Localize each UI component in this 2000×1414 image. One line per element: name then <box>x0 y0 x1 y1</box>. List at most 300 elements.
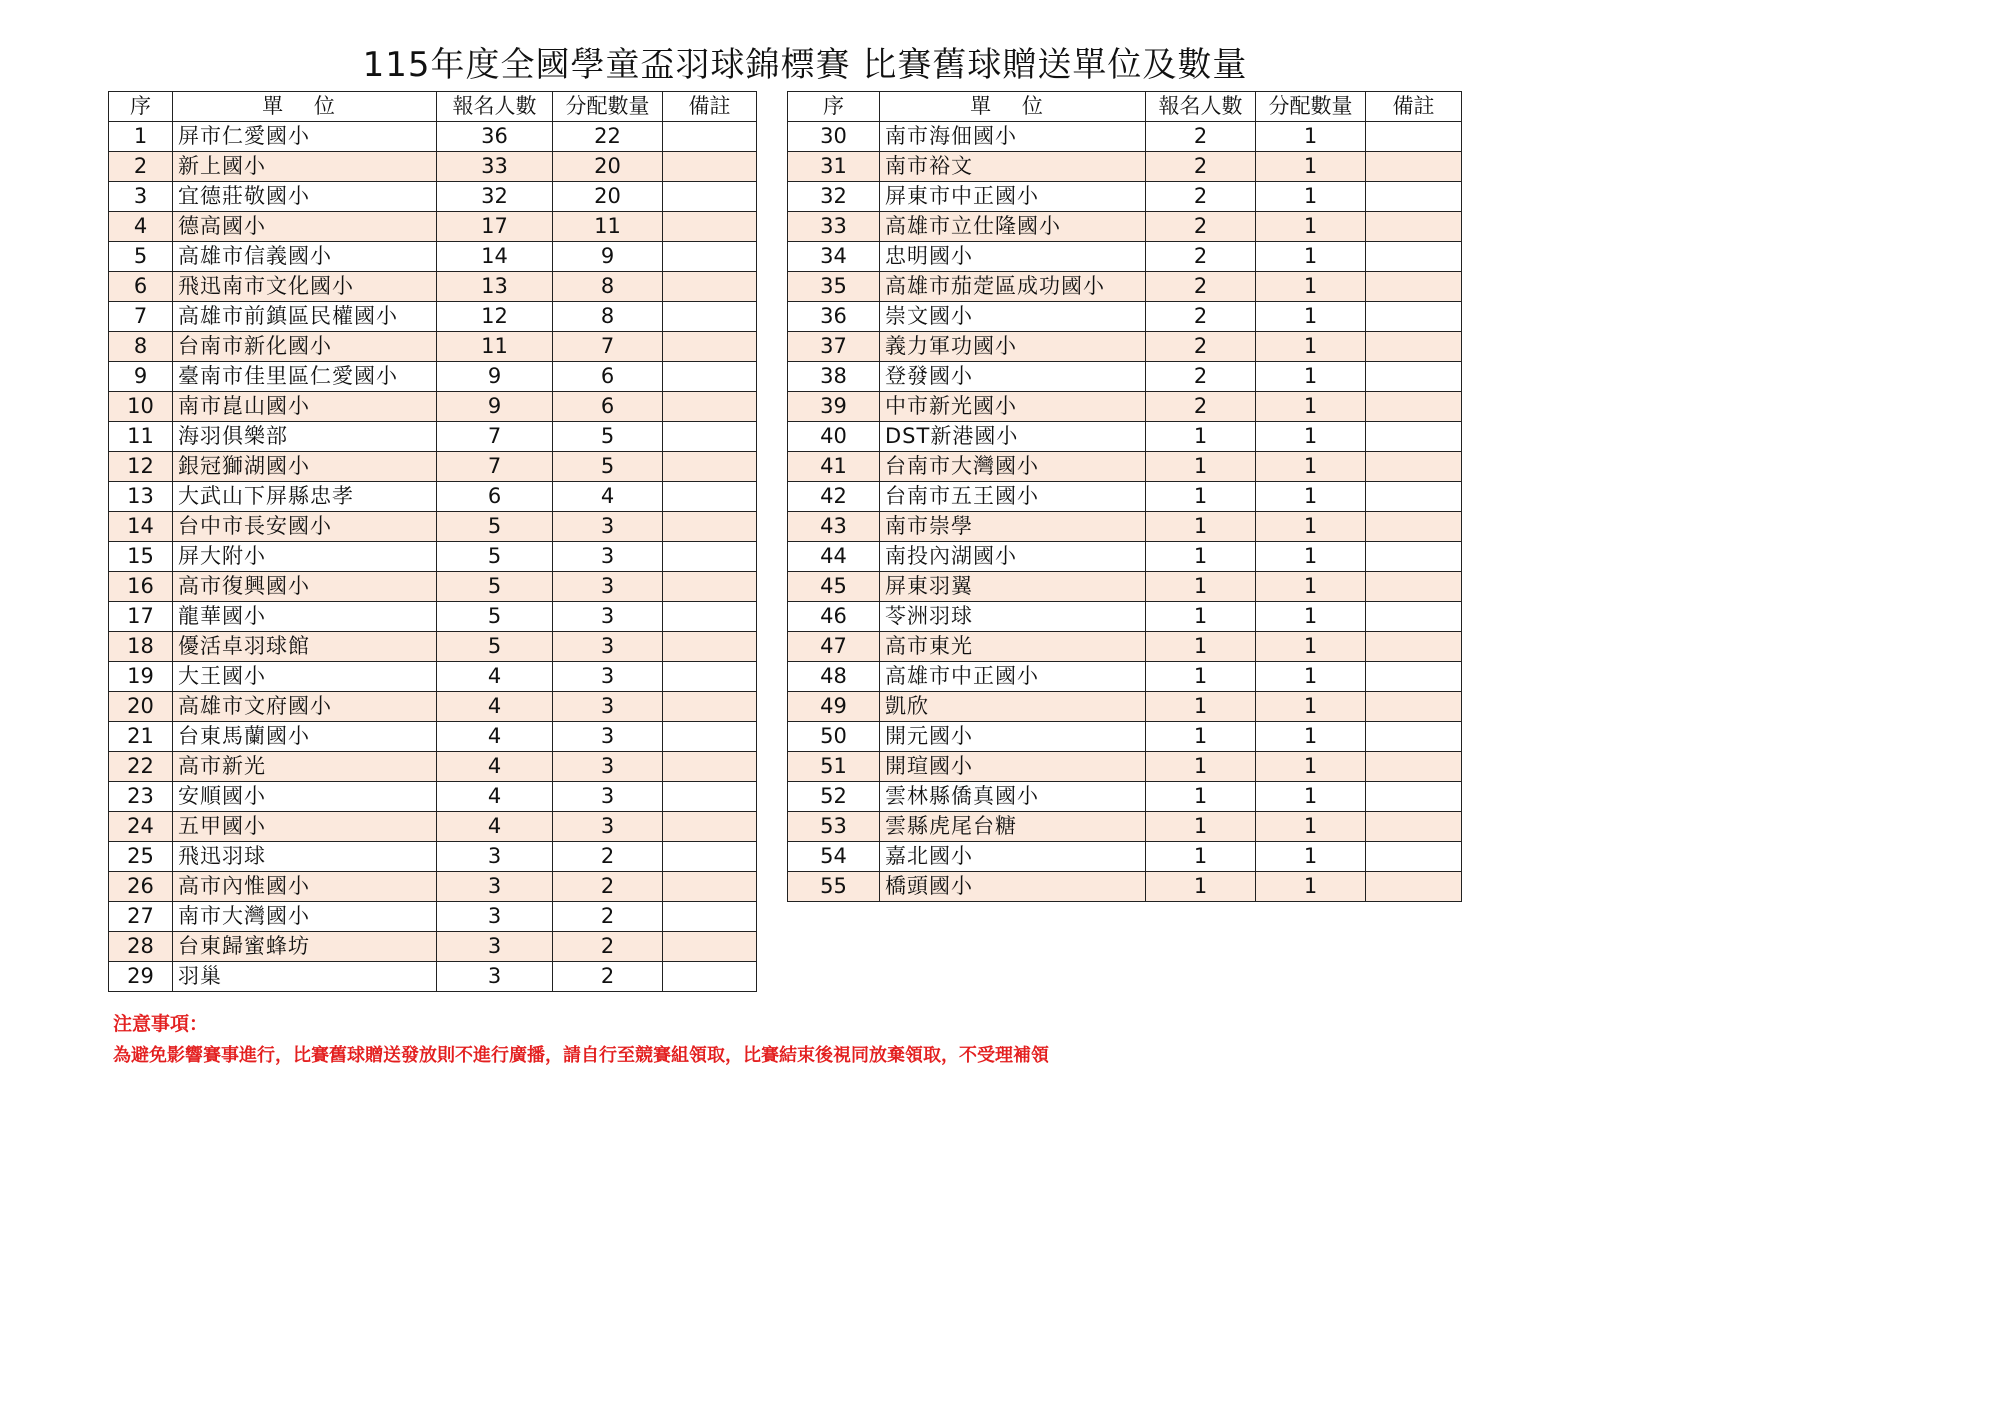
remarks-cell <box>663 482 757 512</box>
row-number: 13 <box>109 482 173 512</box>
unit-name: 宜德莊敬國小 <box>173 182 437 212</box>
row-number: 30 <box>788 122 880 152</box>
registered-count: 5 <box>437 542 553 572</box>
remarks-cell <box>1366 602 1462 632</box>
allocated-count: 4 <box>553 482 663 512</box>
remarks-cell <box>1366 572 1462 602</box>
unit-name: 大王國小 <box>173 662 437 692</box>
allocated-count: 1 <box>1256 452 1366 482</box>
unit-name: 凱欣 <box>880 692 1146 722</box>
row-number: 32 <box>788 182 880 212</box>
remarks-cell <box>663 602 757 632</box>
allocated-count: 11 <box>553 212 663 242</box>
unit-name: 銀冠獅湖國小 <box>173 452 437 482</box>
table-row <box>788 242 1462 272</box>
unit-name: 屏大附小 <box>173 542 437 572</box>
header-unit: 單 位 <box>173 92 437 122</box>
unit-name: 高市復興國小 <box>173 572 437 602</box>
table-row <box>788 632 1462 662</box>
allocated-count: 6 <box>553 392 663 422</box>
table-row <box>109 872 757 902</box>
header-allocated: 分配數量 <box>553 92 663 122</box>
row-number: 10 <box>109 392 173 422</box>
table-row <box>109 392 757 422</box>
registered-count: 2 <box>1146 392 1256 422</box>
registered-count: 2 <box>1146 182 1256 212</box>
unit-name: 高雄市前鎮區民權國小 <box>173 302 437 332</box>
allocated-count: 3 <box>553 512 663 542</box>
registered-count: 1 <box>1146 722 1256 752</box>
unit-name: 台南市大灣國小 <box>880 452 1146 482</box>
remarks-cell <box>663 272 757 302</box>
table-row <box>109 902 757 932</box>
remarks-cell <box>663 692 757 722</box>
row-number: 47 <box>788 632 880 662</box>
header-registered: 報名人數 <box>1146 92 1256 122</box>
remarks-cell <box>663 512 757 542</box>
table-header-row <box>788 92 1462 122</box>
allocated-count: 9 <box>553 242 663 272</box>
remarks-cell <box>1366 272 1462 302</box>
table-row <box>109 122 757 152</box>
table-row <box>788 302 1462 332</box>
table-row <box>109 752 757 782</box>
allocated-count: 3 <box>553 692 663 722</box>
table-row <box>109 632 757 662</box>
table-row <box>788 362 1462 392</box>
row-number: 43 <box>788 512 880 542</box>
allocated-count: 2 <box>553 962 663 992</box>
table-row <box>788 542 1462 572</box>
header-unit: 單 位 <box>880 92 1146 122</box>
remarks-cell <box>1366 782 1462 812</box>
allocated-count: 3 <box>553 722 663 752</box>
registered-count: 3 <box>437 872 553 902</box>
header-registered: 報名人數 <box>437 92 553 122</box>
registered-count: 12 <box>437 302 553 332</box>
allocated-count: 1 <box>1256 242 1366 272</box>
remarks-cell <box>663 332 757 362</box>
table-row <box>109 842 757 872</box>
unit-name: 南投內湖國小 <box>880 542 1146 572</box>
remarks-cell <box>663 932 757 962</box>
remarks-cell <box>663 632 757 662</box>
registered-count: 4 <box>437 752 553 782</box>
registered-count: 2 <box>1146 242 1256 272</box>
unit-name: 龍華國小 <box>173 602 437 632</box>
row-number: 34 <box>788 242 880 272</box>
unit-name: 大武山下屏縣忠孝 <box>173 482 437 512</box>
unit-name: 雲林縣僑真國小 <box>880 782 1146 812</box>
unit-name: 南市海佃國小 <box>880 122 1146 152</box>
registered-count: 1 <box>1146 512 1256 542</box>
remarks-cell <box>1366 332 1462 362</box>
table-row <box>788 722 1462 752</box>
unit-name: 開瑄國小 <box>880 752 1146 782</box>
row-number: 27 <box>109 902 173 932</box>
row-number: 54 <box>788 842 880 872</box>
remarks-cell <box>1366 302 1462 332</box>
unit-name: 臺南市佳里區仁愛國小 <box>173 362 437 392</box>
remarks-cell <box>663 722 757 752</box>
row-number: 46 <box>788 602 880 632</box>
registered-count: 1 <box>1146 872 1256 902</box>
remarks-cell <box>1366 182 1462 212</box>
table-row <box>109 152 757 182</box>
allocated-count: 2 <box>553 872 663 902</box>
row-number: 49 <box>788 692 880 722</box>
table-row <box>109 692 757 722</box>
remarks-cell <box>1366 542 1462 572</box>
allocated-count: 8 <box>553 302 663 332</box>
registered-count: 9 <box>437 362 553 392</box>
registered-count: 5 <box>437 512 553 542</box>
registered-count: 1 <box>1146 842 1256 872</box>
table-row <box>109 812 757 842</box>
allocated-count: 1 <box>1256 392 1366 422</box>
unit-name: 南市崑山國小 <box>173 392 437 422</box>
table-row <box>788 392 1462 422</box>
row-number: 25 <box>109 842 173 872</box>
unit-name: 台東馬蘭國小 <box>173 722 437 752</box>
registered-count: 1 <box>1146 632 1256 662</box>
allocation-table-left <box>108 91 757 992</box>
registered-count: 5 <box>437 572 553 602</box>
registered-count: 2 <box>1146 332 1256 362</box>
table-row <box>109 332 757 362</box>
unit-name: 台東歸蜜蜂坊 <box>173 932 437 962</box>
remarks-cell <box>663 872 757 902</box>
registered-count: 1 <box>1146 602 1256 632</box>
remarks-cell <box>663 842 757 872</box>
allocated-count: 1 <box>1256 662 1366 692</box>
allocated-count: 3 <box>553 662 663 692</box>
unit-name: 屏東市中正國小 <box>880 182 1146 212</box>
unit-name: 雲縣虎尾台糖 <box>880 812 1146 842</box>
unit-name: 高雄市茄萣區成功國小 <box>880 272 1146 302</box>
table-row <box>788 122 1462 152</box>
table-row <box>788 332 1462 362</box>
row-number: 31 <box>788 152 880 182</box>
remarks-cell <box>663 122 757 152</box>
allocated-count: 1 <box>1256 572 1366 602</box>
row-number: 22 <box>109 752 173 782</box>
unit-name: 飛迅南市文化國小 <box>173 272 437 302</box>
allocated-count: 2 <box>553 902 663 932</box>
row-number: 19 <box>109 662 173 692</box>
row-number: 37 <box>788 332 880 362</box>
row-number: 28 <box>109 932 173 962</box>
allocated-count: 22 <box>553 122 663 152</box>
row-number: 38 <box>788 362 880 392</box>
notice-body: 為避免影響賽事進行，比賽舊球贈送發放則不進行廣播，請自行至競賽組領取，比賽結束後視同放棄領取，不受理補領 <box>113 1045 1049 1066</box>
row-number: 16 <box>109 572 173 602</box>
unit-name: 屏東羽翼 <box>880 572 1146 602</box>
registered-count: 2 <box>1146 152 1256 182</box>
table-row <box>109 662 757 692</box>
allocated-count: 3 <box>553 782 663 812</box>
allocated-count: 3 <box>553 542 663 572</box>
unit-name: 義力軍功國小 <box>880 332 1146 362</box>
registered-count: 33 <box>437 152 553 182</box>
remarks-cell <box>1366 512 1462 542</box>
remarks-cell <box>663 422 757 452</box>
header-no: 序 <box>109 92 173 122</box>
remarks-cell <box>1366 242 1462 272</box>
remarks-cell <box>1366 722 1462 752</box>
row-number: 51 <box>788 752 880 782</box>
registered-count: 2 <box>1146 212 1256 242</box>
remarks-cell <box>663 362 757 392</box>
allocated-count: 5 <box>553 422 663 452</box>
allocated-count: 1 <box>1256 842 1366 872</box>
remarks-cell <box>1366 212 1462 242</box>
remarks-cell <box>663 392 757 422</box>
registered-count: 17 <box>437 212 553 242</box>
remarks-cell <box>663 182 757 212</box>
row-number: 1 <box>109 122 173 152</box>
header-remarks: 備註 <box>1366 92 1462 122</box>
allocated-count: 7 <box>553 332 663 362</box>
registered-count: 32 <box>437 182 553 212</box>
registered-count: 6 <box>437 482 553 512</box>
remarks-cell <box>1366 392 1462 422</box>
row-number: 29 <box>109 962 173 992</box>
table-row <box>109 512 757 542</box>
row-number: 26 <box>109 872 173 902</box>
allocated-count: 1 <box>1256 542 1366 572</box>
remarks-cell <box>1366 662 1462 692</box>
registered-count: 2 <box>1146 302 1256 332</box>
allocated-count: 1 <box>1256 212 1366 242</box>
registered-count: 13 <box>437 272 553 302</box>
registered-count: 1 <box>1146 452 1256 482</box>
allocated-count: 3 <box>553 752 663 782</box>
registered-count: 2 <box>1146 122 1256 152</box>
allocated-count: 1 <box>1256 482 1366 512</box>
remarks-cell <box>663 902 757 932</box>
remarks-cell <box>1366 422 1462 452</box>
row-number: 9 <box>109 362 173 392</box>
table-row <box>788 812 1462 842</box>
allocated-count: 20 <box>553 152 663 182</box>
allocated-count: 1 <box>1256 632 1366 662</box>
row-number: 4 <box>109 212 173 242</box>
row-number: 12 <box>109 452 173 482</box>
table-row <box>788 452 1462 482</box>
registered-count: 4 <box>437 692 553 722</box>
header-remarks: 備註 <box>663 92 757 122</box>
page-title: 115年度全國學童盃羽球錦標賽 比賽舊球贈送單位及數量 <box>362 45 1248 85</box>
row-number: 24 <box>109 812 173 842</box>
registered-count: 3 <box>437 842 553 872</box>
unit-name: 安順國小 <box>173 782 437 812</box>
unit-name: 高市新光 <box>173 752 437 782</box>
table-row <box>788 422 1462 452</box>
table-row <box>109 572 757 602</box>
registered-count: 7 <box>437 422 553 452</box>
table-row <box>109 602 757 632</box>
registered-count: 1 <box>1146 692 1256 722</box>
table-row <box>788 842 1462 872</box>
remarks-cell <box>663 812 757 842</box>
table-row <box>109 212 757 242</box>
table-row <box>109 452 757 482</box>
allocated-count: 1 <box>1256 152 1366 182</box>
remarks-cell <box>1366 482 1462 512</box>
registered-count: 3 <box>437 962 553 992</box>
table-row <box>788 272 1462 302</box>
row-number: 21 <box>109 722 173 752</box>
allocated-count: 1 <box>1256 182 1366 212</box>
allocated-count: 1 <box>1256 122 1366 152</box>
unit-name: DST新港國小 <box>880 422 1146 452</box>
allocated-count: 3 <box>553 812 663 842</box>
registered-count: 5 <box>437 602 553 632</box>
unit-name: 台中市長安國小 <box>173 512 437 542</box>
registered-count: 1 <box>1146 542 1256 572</box>
notice-title: 注意事項： <box>113 1013 209 1035</box>
row-number: 20 <box>109 692 173 722</box>
row-number: 41 <box>788 452 880 482</box>
allocated-count: 1 <box>1256 512 1366 542</box>
table-row <box>109 722 757 752</box>
allocated-count: 1 <box>1256 332 1366 362</box>
allocated-count: 1 <box>1256 872 1366 902</box>
remarks-cell <box>1366 632 1462 662</box>
remarks-cell <box>663 302 757 332</box>
unit-name: 德高國小 <box>173 212 437 242</box>
remarks-cell <box>663 452 757 482</box>
registered-count: 9 <box>437 392 553 422</box>
table-row <box>109 242 757 272</box>
allocated-count: 20 <box>553 182 663 212</box>
registered-count: 3 <box>437 902 553 932</box>
registered-count: 3 <box>437 932 553 962</box>
allocated-count: 5 <box>553 452 663 482</box>
unit-name: 高市內惟國小 <box>173 872 437 902</box>
registered-count: 7 <box>437 452 553 482</box>
remarks-cell <box>663 962 757 992</box>
unit-name: 南市裕文 <box>880 152 1146 182</box>
unit-name: 高雄市文府國小 <box>173 692 437 722</box>
row-number: 7 <box>109 302 173 332</box>
remarks-cell <box>1366 122 1462 152</box>
remarks-cell <box>1366 452 1462 482</box>
remarks-cell <box>1366 872 1462 902</box>
row-number: 33 <box>788 212 880 242</box>
registered-count: 1 <box>1146 572 1256 602</box>
table-row <box>788 512 1462 542</box>
registered-count: 2 <box>1146 362 1256 392</box>
table-header-row <box>109 92 757 122</box>
remarks-cell <box>663 572 757 602</box>
row-number: 48 <box>788 662 880 692</box>
unit-name: 新上國小 <box>173 152 437 182</box>
remarks-cell <box>663 152 757 182</box>
allocated-count: 1 <box>1256 272 1366 302</box>
row-number: 39 <box>788 392 880 422</box>
unit-name: 南市大灣國小 <box>173 902 437 932</box>
table-row <box>109 932 757 962</box>
row-number: 36 <box>788 302 880 332</box>
registered-count: 1 <box>1146 782 1256 812</box>
table-row <box>109 362 757 392</box>
unit-name: 崇文國小 <box>880 302 1146 332</box>
table-row <box>109 962 757 992</box>
registered-count: 1 <box>1146 422 1256 452</box>
allocated-count: 1 <box>1256 422 1366 452</box>
registered-count: 36 <box>437 122 553 152</box>
allocated-count: 2 <box>553 842 663 872</box>
table-row <box>109 272 757 302</box>
remarks-cell <box>663 662 757 692</box>
row-number: 11 <box>109 422 173 452</box>
remarks-cell <box>663 542 757 572</box>
registered-count: 5 <box>437 632 553 662</box>
remarks-cell <box>1366 692 1462 722</box>
registered-count: 1 <box>1146 752 1256 782</box>
table-row <box>109 182 757 212</box>
table-row <box>109 302 757 332</box>
unit-name: 苓洲羽球 <box>880 602 1146 632</box>
allocated-count: 1 <box>1256 302 1366 332</box>
unit-name: 羽巢 <box>173 962 437 992</box>
row-number: 35 <box>788 272 880 302</box>
row-number: 15 <box>109 542 173 572</box>
allocated-count: 8 <box>553 272 663 302</box>
allocated-count: 3 <box>553 572 663 602</box>
row-number: 18 <box>109 632 173 662</box>
row-number: 45 <box>788 572 880 602</box>
registered-count: 1 <box>1146 662 1256 692</box>
unit-name: 高雄市信義國小 <box>173 242 437 272</box>
remarks-cell <box>1366 152 1462 182</box>
allocated-count: 1 <box>1256 602 1366 632</box>
row-number: 40 <box>788 422 880 452</box>
unit-name: 忠明國小 <box>880 242 1146 272</box>
unit-name: 高雄市立仕隆國小 <box>880 212 1146 242</box>
row-number: 53 <box>788 812 880 842</box>
remarks-cell <box>1366 842 1462 872</box>
unit-name: 開元國小 <box>880 722 1146 752</box>
registered-count: 4 <box>437 662 553 692</box>
unit-name: 登發國小 <box>880 362 1146 392</box>
unit-name: 橋頭國小 <box>880 872 1146 902</box>
allocated-count: 3 <box>553 602 663 632</box>
row-number: 17 <box>109 602 173 632</box>
remarks-cell <box>663 212 757 242</box>
registered-count: 14 <box>437 242 553 272</box>
allocated-count: 3 <box>553 632 663 662</box>
table-row <box>788 152 1462 182</box>
remarks-cell <box>663 782 757 812</box>
row-number: 2 <box>109 152 173 182</box>
table-row <box>109 422 757 452</box>
unit-name: 台南市五王國小 <box>880 482 1146 512</box>
allocated-count: 2 <box>553 932 663 962</box>
row-number: 8 <box>109 332 173 362</box>
remarks-cell <box>663 752 757 782</box>
registered-count: 4 <box>437 812 553 842</box>
registered-count: 1 <box>1146 482 1256 512</box>
table-row <box>788 752 1462 782</box>
unit-name: 優活卓羽球館 <box>173 632 437 662</box>
table-row <box>788 602 1462 632</box>
remarks-cell <box>1366 362 1462 392</box>
unit-name: 嘉北國小 <box>880 842 1146 872</box>
unit-name: 屏市仁愛國小 <box>173 122 437 152</box>
